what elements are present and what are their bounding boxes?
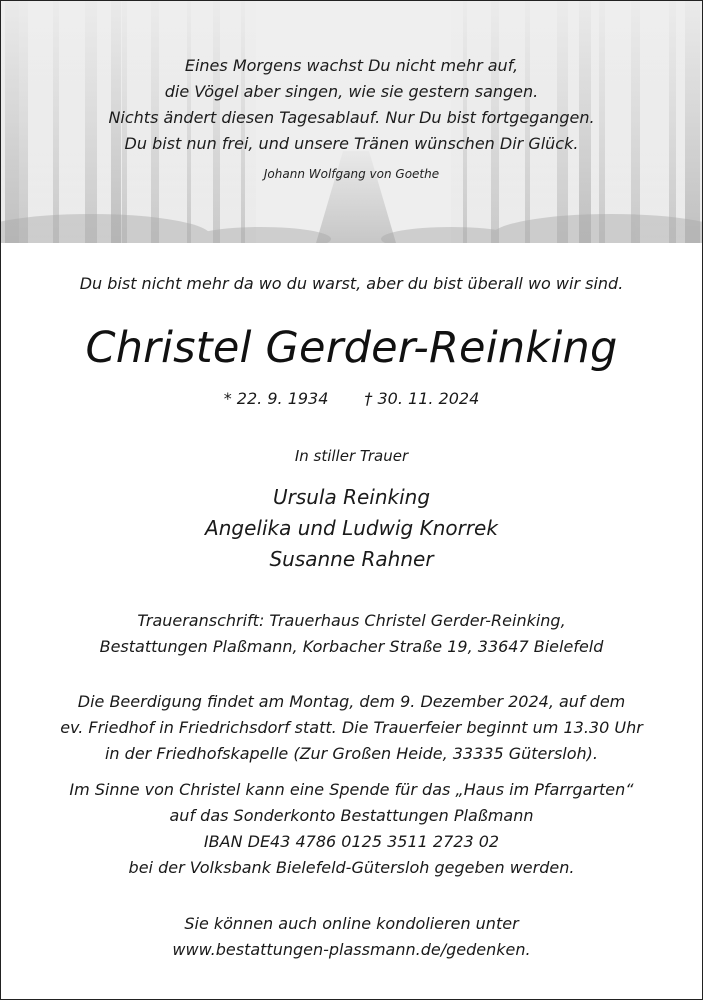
donation-line: bei der Volksbank Bielefeld-Gütersloh gegeben werden. xyxy=(128,858,575,877)
header-photo xyxy=(1,1,702,243)
condolence-url: www.bestattungen-plassmann.de/gedenken. xyxy=(172,940,531,959)
mourning-intro: In stiller Trauer xyxy=(294,447,409,465)
motto-line: Du bist nicht mehr da wo du warst, aber du bist überall wo wir sind. xyxy=(79,274,624,293)
mourners-list xyxy=(1,482,702,575)
address-line: Traueranschrift: Trauerhaus Christel Gerder-Reinking, xyxy=(137,611,566,630)
funeral-line: in der Friedhofskapelle (Zur Großen Heide, 33335 Gütersloh). xyxy=(104,744,599,763)
mourner-name: Susanne Rahner xyxy=(269,547,434,571)
quote-line: Nichts ändert diesen Tagesablauf. Nur Du bist fortgegangen. xyxy=(108,108,595,127)
death-date: † 30. 11. 2024 xyxy=(364,389,480,408)
donation-info xyxy=(1,777,702,881)
address-line: Bestattungen Plaßmann, Korbacher Straße 19, 33647 Bielefeld xyxy=(99,637,604,656)
online-line: Sie können auch online kondolieren unter xyxy=(184,914,519,933)
mourner-name: Ursula Reinking xyxy=(272,485,431,509)
donation-line: auf das Sonderkonto Bestattungen Plaßmann xyxy=(169,806,534,825)
funeral-line: Die Beerdigung findet am Montag, dem 9. Dezember 2024, auf dem xyxy=(77,692,626,711)
donation-line: Im Sinne von Christel kann eine Spende für das „Haus im Pfarrgarten“ xyxy=(69,780,634,799)
mourner-name: Angelika und Ludwig Knorrek xyxy=(205,516,498,540)
quote-line: die Vögel aber singen, wie sie gestern sangen. xyxy=(164,82,539,101)
online-condolence xyxy=(1,911,702,963)
deceased-name: Christel Gerder-Reinking xyxy=(85,323,618,373)
birth-date: * 22. 9. 1934 xyxy=(223,389,329,408)
quote-line: Du bist nun frei, und unsere Tränen wünschen Dir Glück. xyxy=(124,134,579,153)
quote-author: Johann Wolfgang von Goethe xyxy=(263,167,440,181)
mourning-address xyxy=(1,608,702,660)
goethe-quote xyxy=(1,53,702,157)
quote-line: Eines Morgens wachst Du nicht mehr auf, xyxy=(184,56,519,75)
life-dates xyxy=(1,389,702,408)
funeral-line: ev. Friedhof in Friedrichsdorf statt. Die Trauerfeier beginnt um 13.30 Uhr xyxy=(60,718,643,737)
funeral-info xyxy=(1,689,702,767)
donation-iban: IBAN DE43 4786 0125 3511 2723 02 xyxy=(203,832,500,851)
